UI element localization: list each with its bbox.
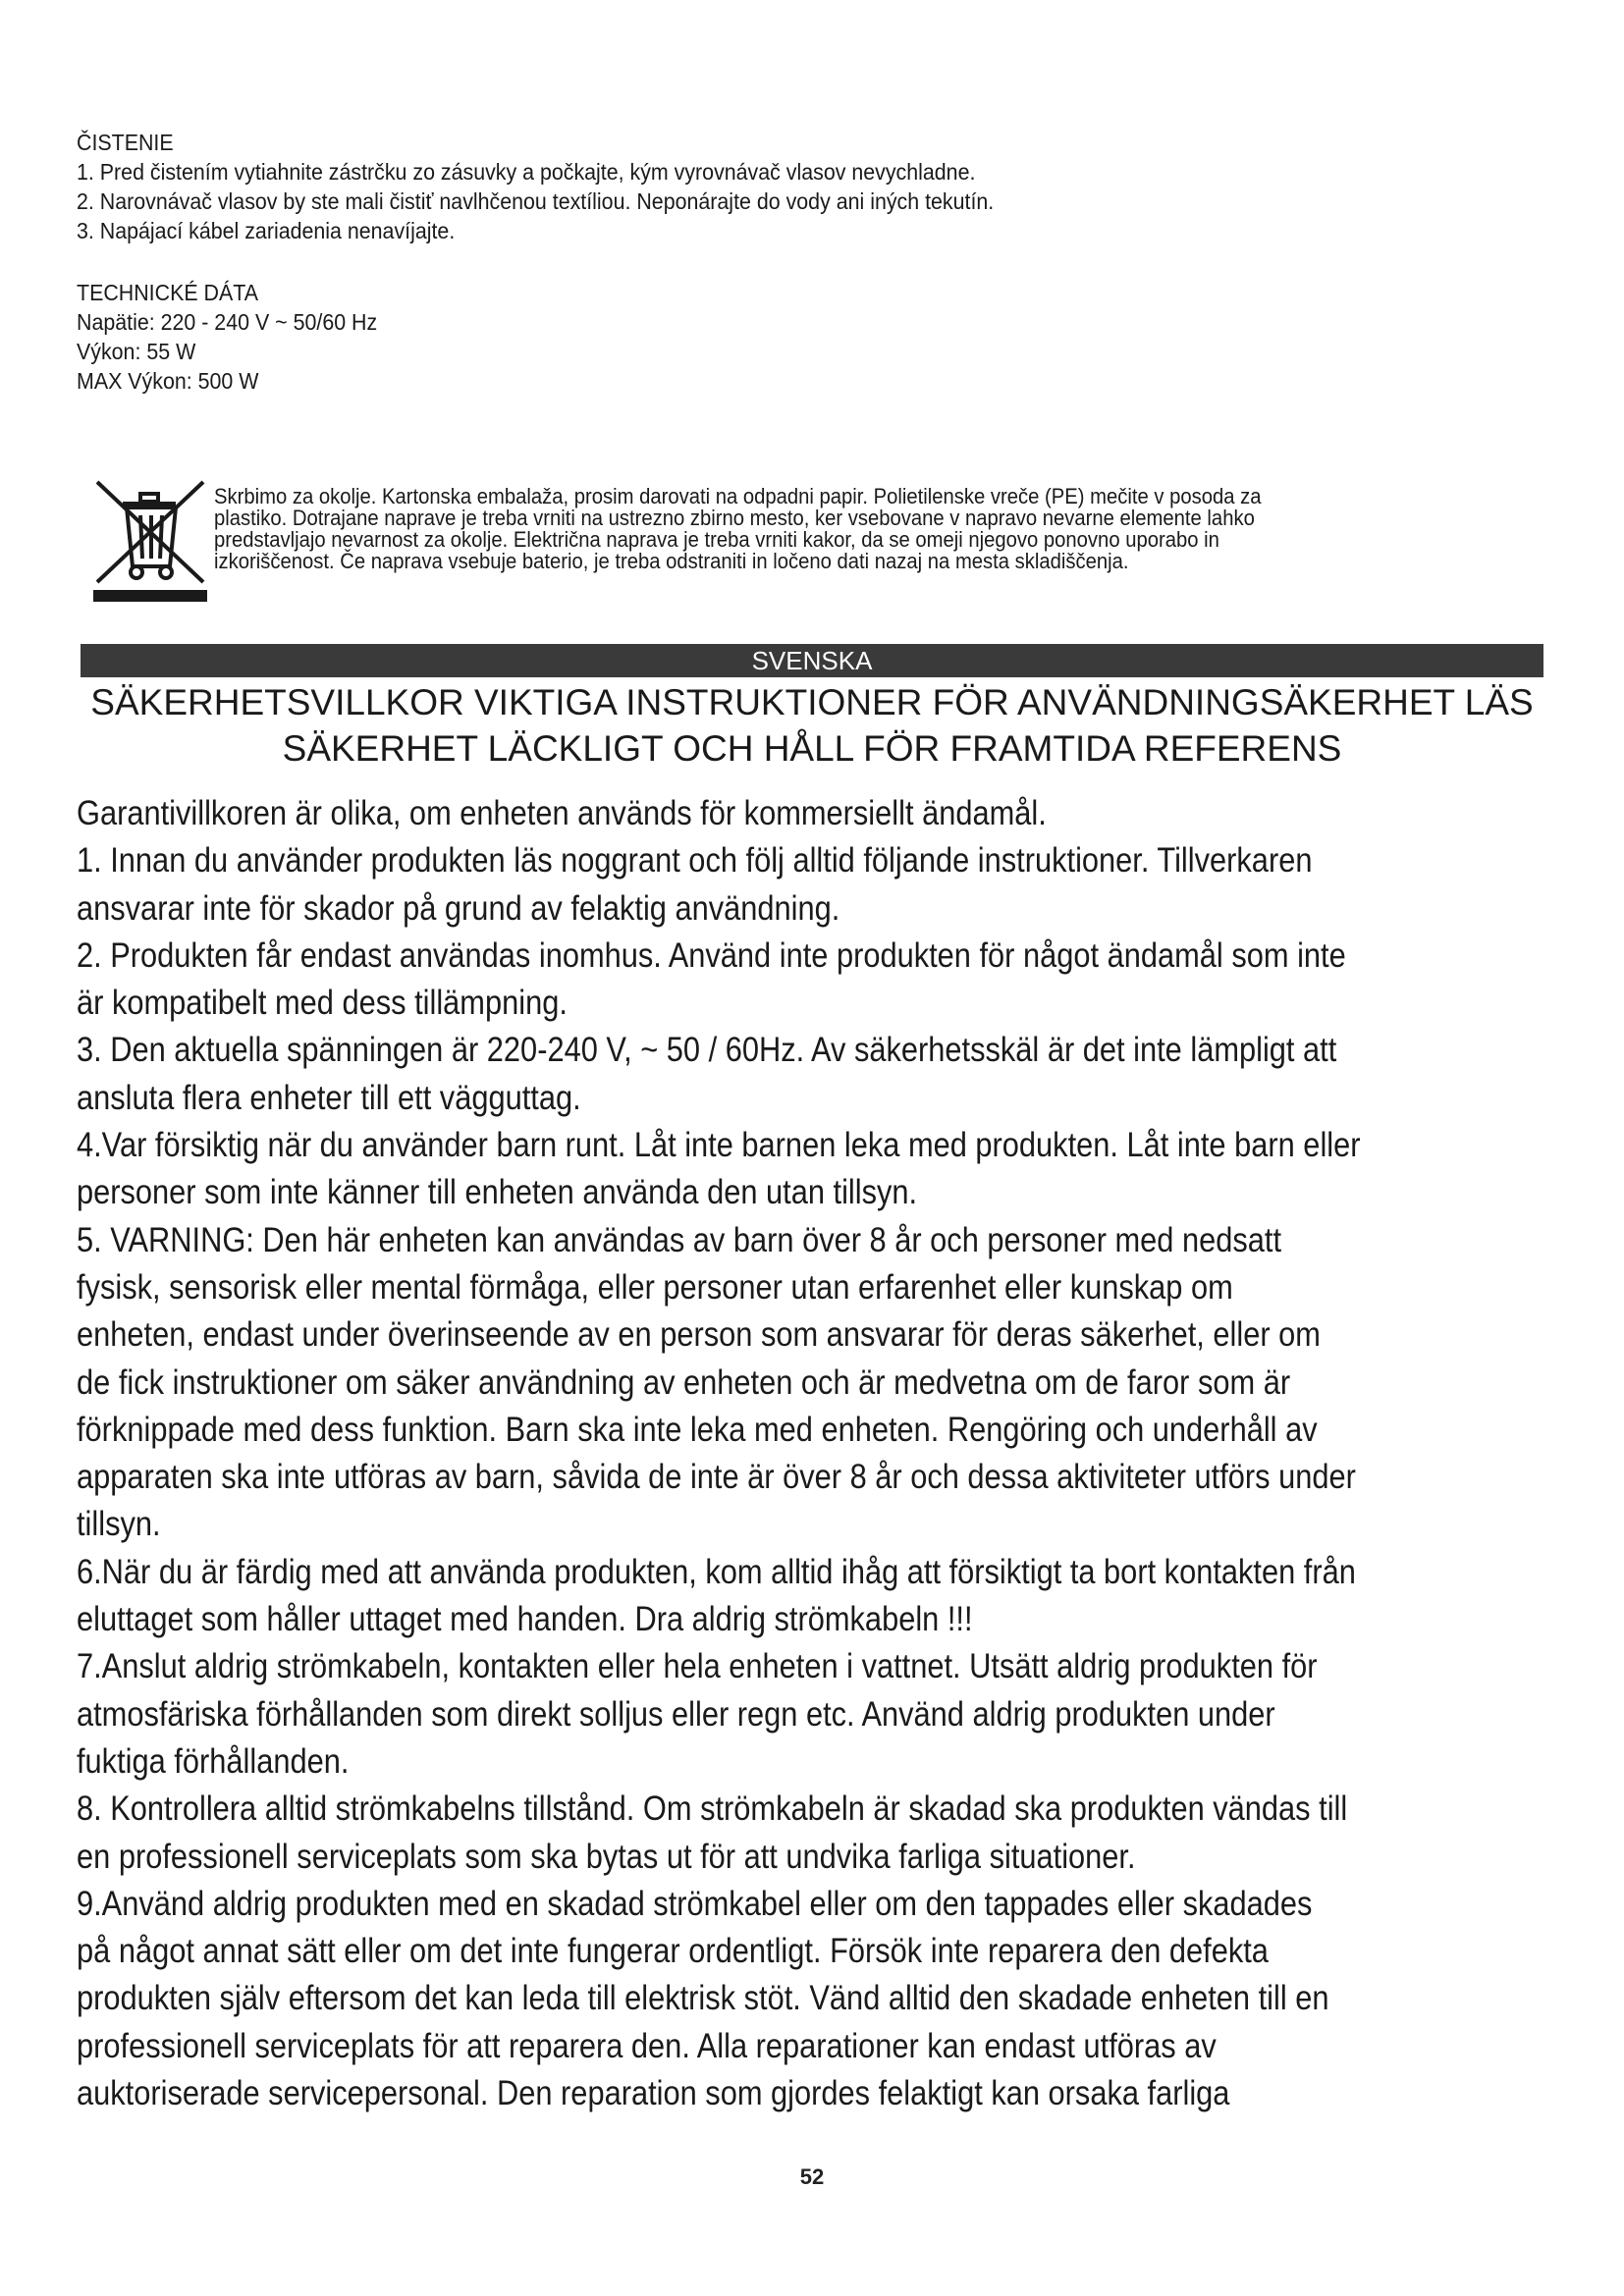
cleaning-item: 3. Napájací kábel zariadenia nenavíjajte. [77,218,456,243]
instruction-line: atmosfäriska förhållanden som direkt solljus eller regn etc. Använd aldrig produkten under [77,1694,1275,1734]
technical-item: Napätie: 220 - 240 V ~ 50/60 Hz [77,309,378,335]
technical-item: Výkon: 55 W [77,339,196,364]
technical-heading: TECHNICKÉ DÁTA [77,280,259,305]
instruction-line: 3. Den aktuella spänningen är 220-240 V, ~ 50 / 60Hz. Av säkerhetsskäl är det inte lämpligt att [77,1031,1337,1070]
recycling-line: izkoriščenost. Če naprava vsebuje baterio, je treba odstraniti in ločeno dati nazaj na mesta skladiščenja. [214,549,1129,573]
recycling-line: plastiko. Dotrajane naprave je treba vrniti na ustrezno zbirno mesto, ker vsebovane v napravo nevarne elemente lahko [214,506,1255,530]
recycling-line: Skrbimo za okolje. Kartonska embalaža, prosim darovati na odpadni papir. Polietilenske vreče (PE) mečite v posoda za [214,484,1262,508]
instruction-line: tillsyn. [77,1505,161,1544]
recycling-notice [83,476,1537,604]
instruction-line: ansluta flera enheter till ett vägguttag. [77,1078,581,1117]
instruction-line: på något annat sätt eller om det inte fungerar ordentligt. Försök inte reparera den defekta [77,1932,1269,1971]
cleaning-item: 1. Pred čistením vytiahnite zástrčku zo zásuvky a počkajte, kým vyrovnávač vlasov nevychladne. [77,159,976,185]
instruction-line: fuktiga förhållanden. [77,1741,350,1781]
slovak-section [77,128,1355,396]
instruction-line: förknippade med dess funktion. Barn ska inte leka med enheten. Rengöring och underhåll av [77,1410,1318,1449]
instruction-line: ansvarar inte för skador på grund av felaktig användning. [77,888,840,928]
section-gap [77,245,1355,278]
instruction-line: personer som inte känner till enheten använda den utan tillsyn. [77,1173,918,1212]
technical-item: MAX Výkon: 500 W [77,368,259,394]
instruction-line: de fick instruktioner om säker användning av enheten och är medvetna om de faror som är [77,1362,1291,1402]
title-line: SÄKERHET LÄCKLIGT OCH HÅLL FÖR FRAMTIDA REFERENS [282,728,1342,769]
instruction-line: produkten själv eftersom det kan leda till elektrisk stöt. Vänd alltid den skadade enheten till en [77,1979,1329,2018]
instruction-line: Garantivillkoren är olika, om enheten används för kommersiellt ändamål. [77,794,1047,832]
instruction-line: 2. Produkten får endast användas inomhus. Använd inte produkten för något ändamål som inte [77,935,1346,975]
cleaning-heading: ČISTENIE [77,130,174,155]
instruction-line: enheten, endast under överinseende av en person som ansvarar för deras säkerhet, eller om [77,1315,1321,1355]
instruction-line: 9.Använd aldrig produkten med en skadad strömkabel eller om den tappades eller skadades [77,1884,1313,1923]
instruction-line: 1. Innan du använder produkten läs noggrant och följ alltid följande instruktioner. Tillverkaren [77,841,1313,881]
instruction-line: 8. Kontrollera alltid strömkabelns tillstånd. Om strömkabeln är skadad ska produkten vändas till [77,1789,1348,1829]
instruction-line: auktoriserade servicepersonal. Den reparation som gjordes felaktigt kan orsaka farliga [77,2074,1230,2113]
page-number: 52 [799,2164,825,2189]
recycling-text [214,486,1461,572]
cleaning-item: 2. Narovnávač vlasov by ste mali čistiť navlhčenou textíliou. Neponárajte do vody ani iných tekutín. [77,188,995,214]
instruction-line: 7.Anslut aldrig strömkabeln, kontakten eller hela enheten i vattnet. Utsätt aldrig produkten för [77,1647,1318,1686]
title-line: SÄKERHETSVILLKOR VIKTIGA INSTRUKTIONER FÖR ANVÄNDNINGSÄKERHET LÄS [90,682,1534,722]
instruction-line: fysisk, sensorisk eller mental förmåga, eller personer utan erfarenhet eller kunskap om [77,1267,1233,1307]
crossed-out-wheelie-bin-icon [91,476,209,604]
instruction-line: apparaten ska inte utföras av barn, såvida de inte är över 8 år och dessa aktiviteter utförs under [77,1458,1356,1497]
language-header-bar: SVENSKA [81,644,1543,677]
instruction-line: är kompatibelt med dess tillämpning. [77,984,568,1023]
instruction-line: en professionell serviceplats som ska bytas ut för att undvika farliga situationer. [77,1837,1136,1876]
instruction-line: 6.När du är färdig med att använda produkten, kom alltid ihåg att försiktigt ta bort kontakten från [77,1552,1356,1591]
instruction-line: 4.Var försiktig när du använder barn runt. Låt inte barnen leka med produkten. Låt inte barn eller [77,1126,1361,1165]
safety-title [59,679,1565,772]
instruction-line: 5. VARNING: Den här enheten kan användas av barn över 8 år och personer med nedsatt [77,1220,1282,1259]
recycling-line: predstavljajo nevarnost za okolje. Električna naprava je treba vrniti kakor, da se omeji njegovo ponovno uporabo in [214,527,1219,552]
swedish-instructions [77,790,1608,2164]
instruction-line: professionell serviceplats för att reparera den. Alla reparationer kan endast utföras av [77,2026,1217,2065]
instruction-line: eluttaget som håller uttaget med handen. Dra aldrig strömkabeln !!! [77,1600,973,1639]
